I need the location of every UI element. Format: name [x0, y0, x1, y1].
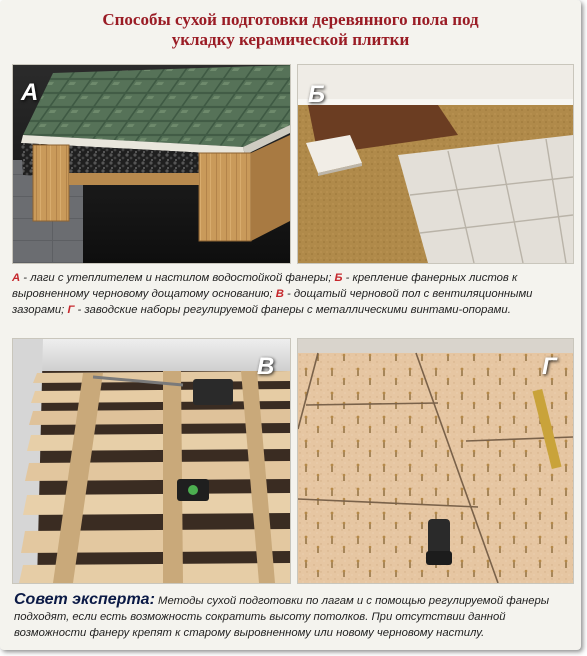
caption-key-b: Б: [334, 272, 343, 284]
page-title: [0, 10, 581, 50]
photo-v-letter: В: [257, 353, 275, 380]
photo-b-letter: Б: [308, 81, 325, 108]
photo-b-plywood-tiles: [297, 64, 574, 264]
photo-v-illustration: [13, 339, 290, 583]
photo-a-letter: А: [21, 79, 39, 106]
expert-advice: [14, 592, 574, 641]
photo-b-illustration: [298, 65, 573, 263]
caption-text-g: - заводские наборы регулируемой фанеры с металлическими винтами-опорами.: [74, 304, 511, 316]
title-line-2: укладку керамической плитки: [171, 30, 410, 49]
photo-g-letter: Г: [542, 353, 557, 380]
photos-caption: [12, 270, 572, 318]
caption-key-v: В: [275, 288, 284, 300]
photo-a-joists-insulation: [12, 64, 291, 264]
caption-text-b: - крепление фанерных листов к выровненному черновому дощатому основанию;: [12, 272, 518, 300]
photo-v-plank-subfloor: [12, 338, 291, 584]
caption-key-a: А: [12, 272, 21, 284]
expert-advice-heading: Совет эксперта:: [14, 591, 155, 608]
photo-g-adjustable-plywood: [297, 338, 574, 584]
title-line-1: Способы сухой подготовки деревянного пола под: [102, 10, 479, 29]
caption-text-v: - дощатый черновой пол с вентиляционными зазорами;: [12, 288, 533, 316]
caption-key-g: Г: [67, 304, 75, 316]
caption-text-a: - лаги с утеплителем и настилом водостойкой фанеры;: [20, 272, 335, 284]
photo-g-illustration: [298, 339, 573, 583]
photo-a-illustration: [13, 65, 290, 263]
expert-advice-text: Методы сухой подготовки по лагам и с помощью регулируемой фанеры подходят, если есть возможность сократить высоту потолков. При отсутствии данной возможности фанеру крепят к старому выровненному или новому черновому настилу.: [14, 595, 550, 639]
